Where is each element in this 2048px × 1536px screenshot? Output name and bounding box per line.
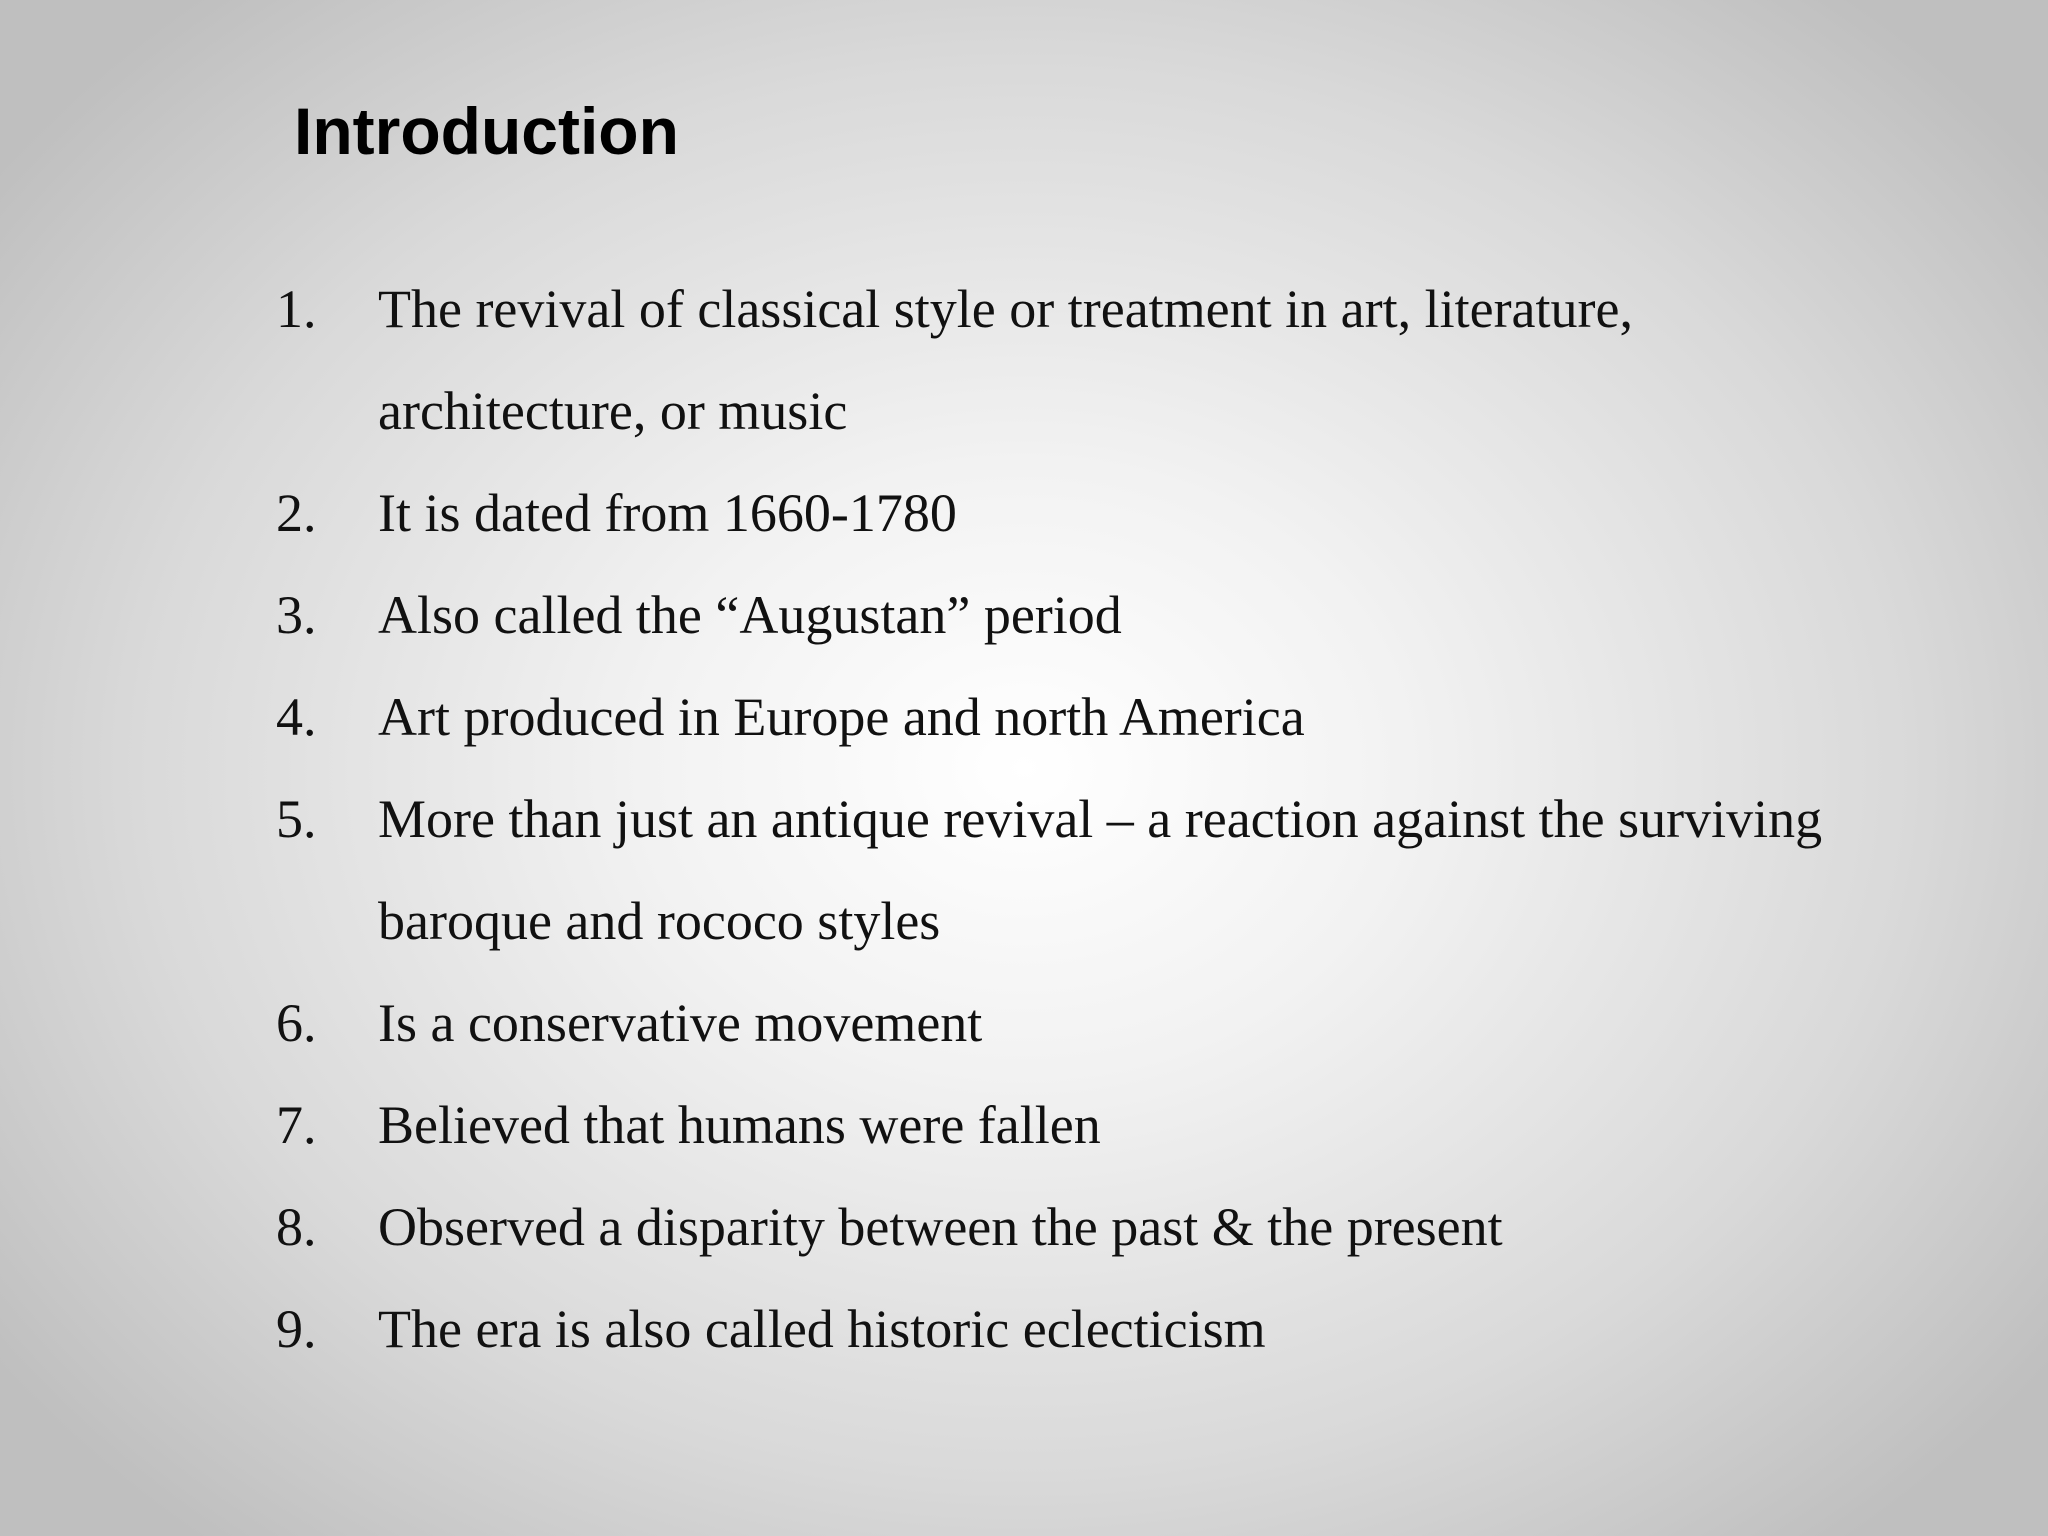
list-item [0, 768, 2048, 972]
list-item-text: architecture, or music [378, 381, 848, 441]
list-item-number: 7. [276, 1095, 317, 1155]
list-item-number: 9. [276, 1299, 317, 1359]
list-item-number: 3. [276, 585, 317, 645]
list-item-text: baroque and rococo styles [378, 891, 941, 951]
list-item [0, 1176, 2048, 1278]
list-item [0, 1074, 2048, 1176]
list-item-text: The era is also called historic eclecticism [378, 1299, 1266, 1359]
list-item-text: Art produced in Europe and north America [378, 687, 1305, 747]
list-item-text: Is a conservative movement [378, 993, 983, 1053]
list-item-text: More than just an antique revival – a reaction against the surviving [378, 789, 1823, 849]
list-item-text: Observed a disparity between the past & the present [378, 1197, 1503, 1257]
list-item-number: 1. [276, 279, 317, 339]
list-item [0, 462, 2048, 564]
list-item-text: Also called the “Augustan” period [378, 585, 1122, 645]
list-item-text: Believed that humans were fallen [378, 1095, 1101, 1155]
list-item-number: 4. [276, 687, 317, 747]
list-item [0, 258, 2048, 462]
list-item-number: 2. [276, 483, 317, 543]
list-item [0, 1278, 2048, 1380]
list-item-text: It is dated from 1660-1780 [378, 483, 957, 543]
numbered-list [0, 258, 2048, 1380]
list-item [0, 666, 2048, 768]
list-item [0, 564, 2048, 666]
list-item-number: 5. [276, 789, 317, 849]
list-item-number: 6. [276, 993, 317, 1053]
list-item-text: The revival of classical style or treatment in art, literature, [378, 279, 1633, 339]
list-item-number: 8. [276, 1197, 317, 1257]
slide-title: Introduction [294, 94, 679, 168]
list-item [0, 972, 2048, 1074]
